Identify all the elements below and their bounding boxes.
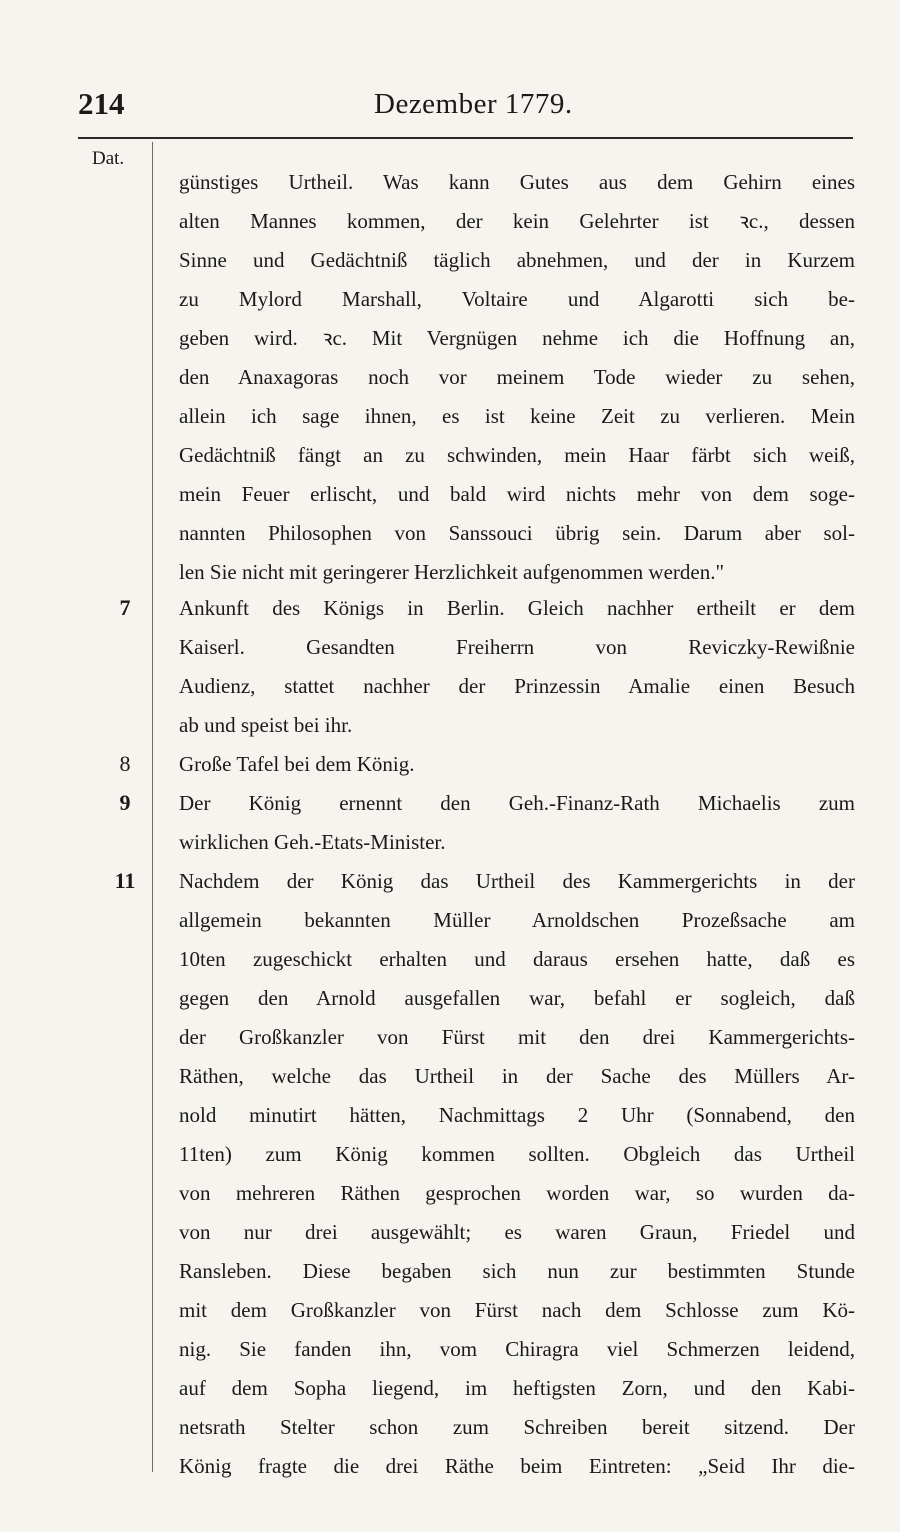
text-line: von mehreren Räthen gesprochen worden war, so wurden da- — [179, 1181, 855, 1205]
text-line: nannten Philosophen von Sanssouci übrig sein. Darum aber sol- — [179, 521, 855, 545]
text-line: Ransleben. Diese begaben sich nun zur bestimmten Stunde — [179, 1259, 855, 1283]
text-line: geben wird. ꝛc. Mit Vergnügen nehme ich die Hoffnung an, — [179, 326, 855, 350]
text-line: mein Feuer erlischt, und bald wird nichts mehr von dem soge- — [179, 482, 855, 506]
text-line: 11ten) zum König kommen sollten. Obgleich das Urtheil — [179, 1142, 855, 1166]
date-column-label: Dat. — [92, 148, 125, 169]
text-line: Audienz, stattet nachher der Prinzessin Amalie einen Besuch — [179, 674, 855, 698]
date-marker: 11 — [114, 868, 136, 893]
text-line: Gedächtniß fängt an zu schwinden, mein Haar färbt sich weiß, — [179, 443, 855, 467]
text-line: 10ten zugeschickt erhalten und daraus ersehen hatte, daß es — [179, 947, 855, 971]
text-line: gegen den Arnold ausgefallen war, befahl er sogleich, daß — [179, 986, 855, 1010]
text-line: auf dem Sopha liegend, im heftigsten Zorn, und den Kabi- — [179, 1376, 855, 1400]
text-line: von nur drei ausgewählt; es waren Graun, Friedel und — [179, 1220, 855, 1244]
text-line: Der König ernennt den Geh.-Finanz-Rath Michaelis zum — [179, 791, 855, 815]
text-line: zu Mylord Marshall, Voltaire und Algarotti sich be- — [179, 287, 855, 311]
text-line: König fragte die drei Räthe beim Eintreten: „Seid Ihr die- — [179, 1454, 855, 1478]
page-header — [78, 86, 853, 132]
text-line: Kaiserl. Gesandten Freiherrn von Reviczky-Rewißnie — [179, 635, 855, 659]
text-line: Räthen, welche das Urtheil in der Sache des Müllers Ar- — [179, 1064, 855, 1088]
text-line: Große Tafel bei dem König. — [179, 752, 415, 776]
date-column-divider — [152, 142, 153, 1472]
running-head: Dezember 1779. — [374, 88, 573, 120]
text-line: ab und speist bei ihr. — [179, 713, 353, 737]
text-line: Nachdem der König das Urtheil des Kammergerichts in der — [179, 869, 855, 893]
text-line: nig. Sie fanden ihn, vom Chiragra viel Schmerzen leidend, — [179, 1337, 855, 1361]
text-line: der Großkanzler von Fürst mit den drei Kammergerichts- — [179, 1025, 855, 1049]
date-marker: 7 — [119, 595, 131, 620]
text-line: len Sie nicht mit geringerer Herzlichkeit aufgenommen werden." — [179, 560, 725, 584]
text-line: Sinne und Gedächtniß täglich abnehmen, und der in Kurzem — [179, 248, 855, 272]
date-marker: 8 — [119, 751, 131, 776]
text-line: wirklichen Geh.-Etats-Minister. — [179, 830, 446, 854]
text-line: netsrath Stelter schon zum Schreiben bereit sitzend. Der — [179, 1415, 855, 1439]
text-line: mit dem Großkanzler von Fürst nach dem Schlosse zum Kö- — [179, 1298, 855, 1322]
date-marker: 9 — [119, 790, 131, 815]
text-line: Ankunft des Königs in Berlin. Gleich nachher ertheilt er dem — [179, 596, 855, 620]
text-line: allein ich sage ihnen, es ist keine Zeit zu verlieren. Mein — [179, 404, 855, 428]
text-line: alten Mannes kommen, der kein Gelehrter ist ꝛc., dessen — [179, 209, 855, 233]
text-line: günstiges Urtheil. Was kann Gutes aus dem Gehirn eines — [179, 170, 855, 194]
page-number: 214 — [78, 86, 125, 121]
header-rule — [78, 137, 853, 139]
text-line: den Anaxagoras noch vor meinem Tode wieder zu sehen, — [179, 365, 855, 389]
text-line: nold minutirt hätten, Nachmittags 2 Uhr (Sonnabend, den — [179, 1103, 855, 1127]
text-line: allgemein bekannten Müller Arnoldschen Prozeßsache am — [179, 908, 855, 932]
